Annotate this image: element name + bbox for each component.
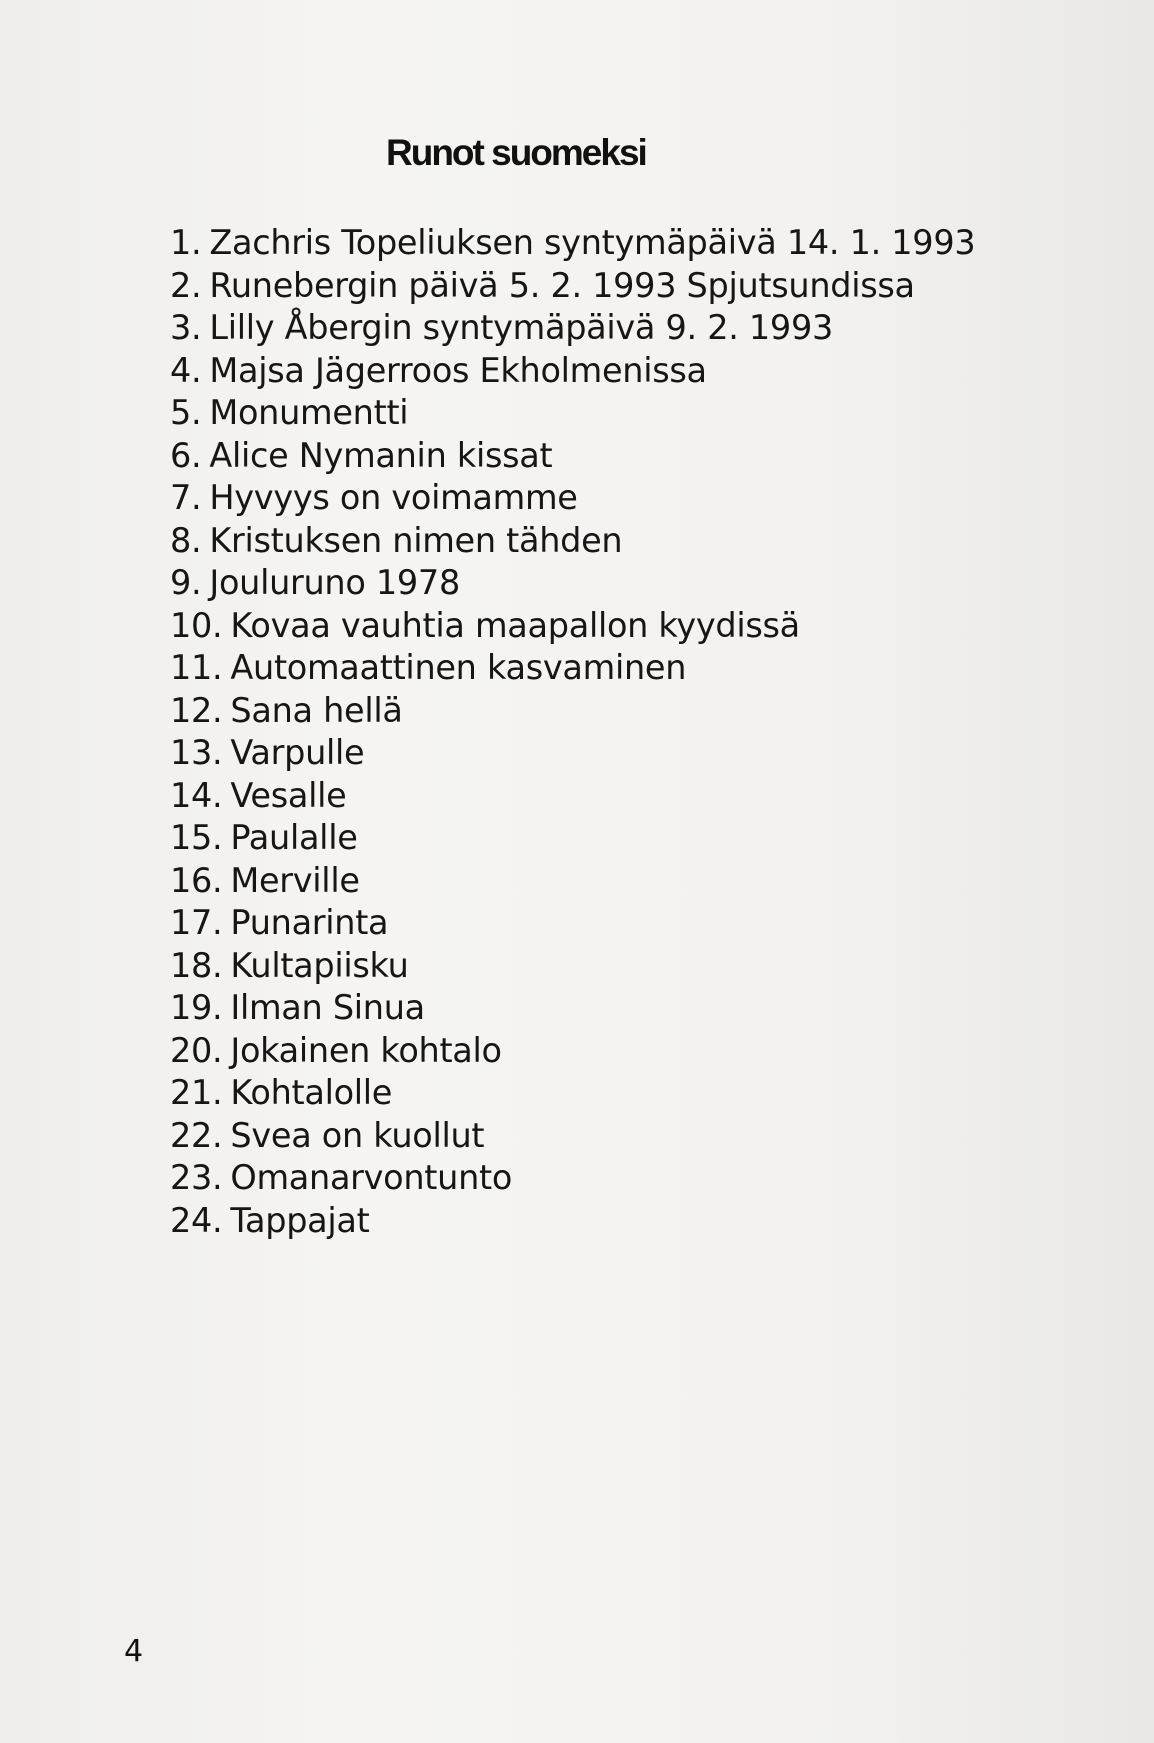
- poem-title: Omanarvontunto: [230, 1158, 513, 1197]
- poem-list-item: [170, 1115, 975, 1158]
- poem-title: Zachris Topeliuksen syntymäpäivä 14. 1. 1993: [209, 223, 976, 262]
- poem-list-item: [170, 435, 975, 478]
- poem-title: Kultapiisku: [230, 945, 409, 985]
- poem-list-item: [170, 1072, 975, 1115]
- poem-number: 14.: [170, 775, 223, 815]
- poem-number: 5.: [170, 393, 202, 432]
- poem-title: Automaattinen kasvaminen: [230, 648, 687, 687]
- poem-list-item: [170, 392, 975, 435]
- poem-number: 12.: [170, 690, 223, 730]
- poem-number: 19.: [170, 988, 223, 1027]
- poem-number: 11.: [170, 648, 223, 687]
- poem-number: 13.: [170, 733, 223, 772]
- poem-number: 18.: [170, 945, 223, 985]
- poem-list-item: [170, 222, 975, 265]
- poem-title: Majsa Jägerroos Ekholmenissa: [209, 350, 707, 390]
- poem-list-item: [170, 605, 975, 648]
- poem-number: 21.: [170, 1073, 223, 1112]
- poem-number: 22.: [170, 1115, 223, 1155]
- poem-title: Runebergin päivä 5. 2. 1993 Spjutsundissa: [209, 265, 915, 305]
- page-title: Runot suomeksi: [386, 132, 646, 173]
- poem-number: 10.: [170, 605, 223, 645]
- poem-list-item: [170, 860, 975, 903]
- poem-list-item: [170, 945, 975, 988]
- poem-title: Ilman Sinua: [230, 988, 425, 1027]
- poem-list-item: [170, 690, 975, 733]
- poem-title: Paulalle: [230, 818, 358, 857]
- poem-list-item: [170, 265, 975, 308]
- poem-number: 24.: [170, 1200, 223, 1240]
- poem-title: Svea on kuollut: [230, 1115, 485, 1155]
- poem-list-item: [170, 817, 975, 860]
- poem-list-item: [170, 477, 975, 520]
- poem-number: 23.: [170, 1158, 223, 1197]
- poem-number: 20.: [170, 1030, 223, 1070]
- poem-title: Lilly Åbergin syntymäpäivä 9. 2. 1993: [209, 308, 833, 347]
- poem-number: 15.: [170, 818, 223, 857]
- poem-list-item: [170, 562, 975, 605]
- poem-list-item: [170, 1030, 975, 1073]
- poem-number: 7.: [170, 478, 202, 517]
- poem-title: Kristuksen nimen tähden: [209, 520, 623, 560]
- poem-title: Alice Nymanin kissat: [209, 435, 553, 475]
- poem-list-item: [170, 647, 975, 690]
- poem-title: Sana hellä: [230, 690, 403, 730]
- poem-number: 16.: [170, 860, 223, 900]
- poem-list-item: [170, 732, 975, 775]
- poem-list: [170, 222, 975, 1242]
- page-number: 4: [124, 1634, 144, 1669]
- poem-list-item: [170, 307, 975, 350]
- poem-title: Tappajat: [230, 1200, 370, 1240]
- poem-number: 8.: [170, 520, 202, 560]
- poem-title: Varpulle: [230, 733, 365, 772]
- poem-list-item: [170, 350, 975, 393]
- poem-number: 9.: [170, 563, 202, 602]
- poem-title: Merville: [230, 860, 360, 900]
- poem-number: 4.: [170, 350, 202, 390]
- poem-title: Jokainen kohtalo: [230, 1030, 502, 1070]
- poem-number: 3.: [170, 308, 202, 347]
- poem-title: Hyvyys on voimamme: [209, 478, 578, 517]
- poem-number: 6.: [170, 435, 202, 475]
- poem-number: 17.: [170, 903, 223, 942]
- poem-number: 2.: [170, 265, 202, 305]
- poem-list-item: [170, 520, 975, 563]
- poem-title: Kovaa vauhtia maapallon kyydissä: [230, 605, 800, 645]
- poem-title: Vesalle: [230, 775, 347, 815]
- poem-title: Kohtalolle: [230, 1073, 393, 1112]
- poem-list-item: [170, 902, 975, 945]
- poem-title: Monumentti: [209, 393, 409, 432]
- poem-list-item: [170, 1200, 975, 1243]
- poem-title: Jouluruno 1978: [209, 563, 460, 602]
- poem-list-item: [170, 775, 975, 818]
- poem-list-item: [170, 1157, 975, 1200]
- poem-list-item: [170, 987, 975, 1030]
- poem-title: Punarinta: [230, 903, 389, 942]
- poem-number: 1.: [170, 223, 202, 262]
